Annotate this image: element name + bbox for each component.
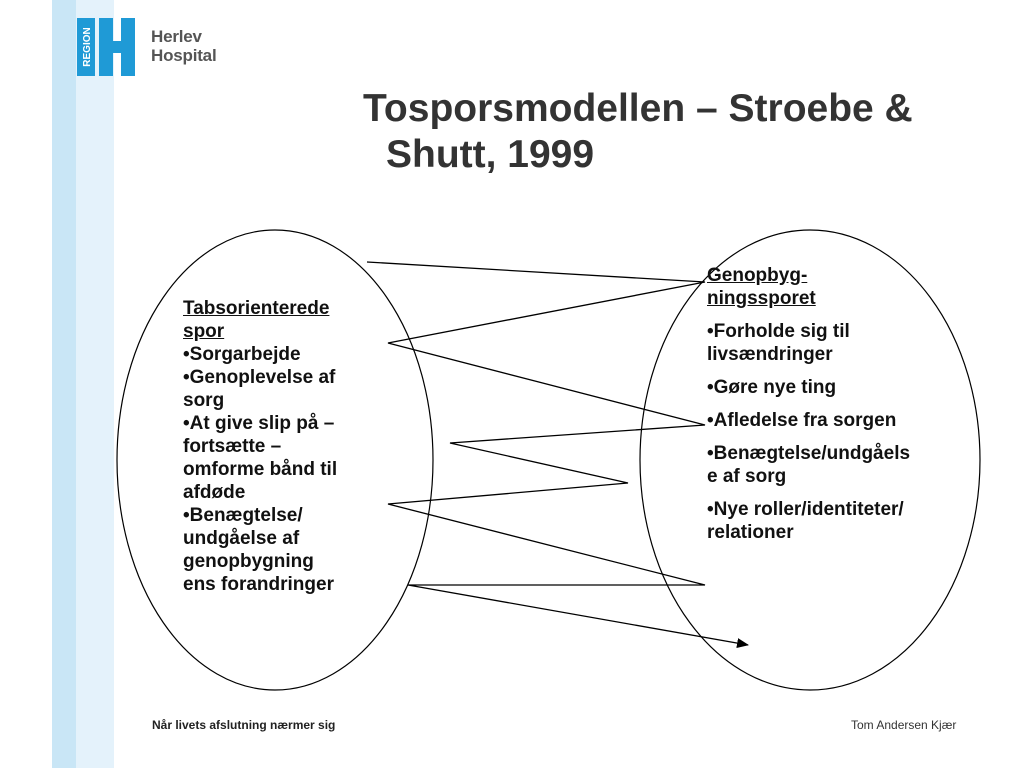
restoration-oriented-heading: Genopbyg- ningssporet: [707, 265, 816, 309]
logo-badge-text: REGION: [82, 27, 93, 67]
loss-item: • At give slip på – fortsætte – omforme bånd til afdøde: [183, 412, 373, 504]
footer-left-text: Når livets afslutning nærmer sig: [152, 718, 336, 732]
restoration-item: • Forholde sig til livsændringer: [707, 320, 957, 366]
restoration-item: • Gøre nye ting: [707, 376, 957, 399]
title-line-1: Tosporsmodellen – Stroebe &: [363, 87, 913, 130]
loss-item: • Sorgarbejde: [183, 343, 373, 366]
loss-item: • Genoplevelse af sorg: [183, 366, 373, 412]
hospital-name-line-1: Herlev: [151, 27, 202, 46]
oscillation-path: [367, 262, 748, 645]
title-line-2: Shutt, 1999: [386, 133, 595, 176]
hospital-name-line-2: Hospital: [151, 46, 217, 65]
footer-author: Tom Andersen Kjær: [851, 718, 957, 732]
restoration-oriented-text: [707, 264, 957, 544]
restoration-item: • Benægtelse/undgåels e af sorg: [707, 442, 957, 488]
restoration-item: • Afledelse fra sorgen: [707, 409, 957, 432]
loss-oriented-heading: Tabsorienterede spor: [183, 298, 330, 342]
loss-item: • Benægtelse/ undgåelse af genopbygning ens forandringer: [183, 504, 373, 596]
loss-oriented-text: [183, 297, 373, 596]
restoration-item: • Nye roller/identiteter/ relationer: [707, 498, 957, 544]
